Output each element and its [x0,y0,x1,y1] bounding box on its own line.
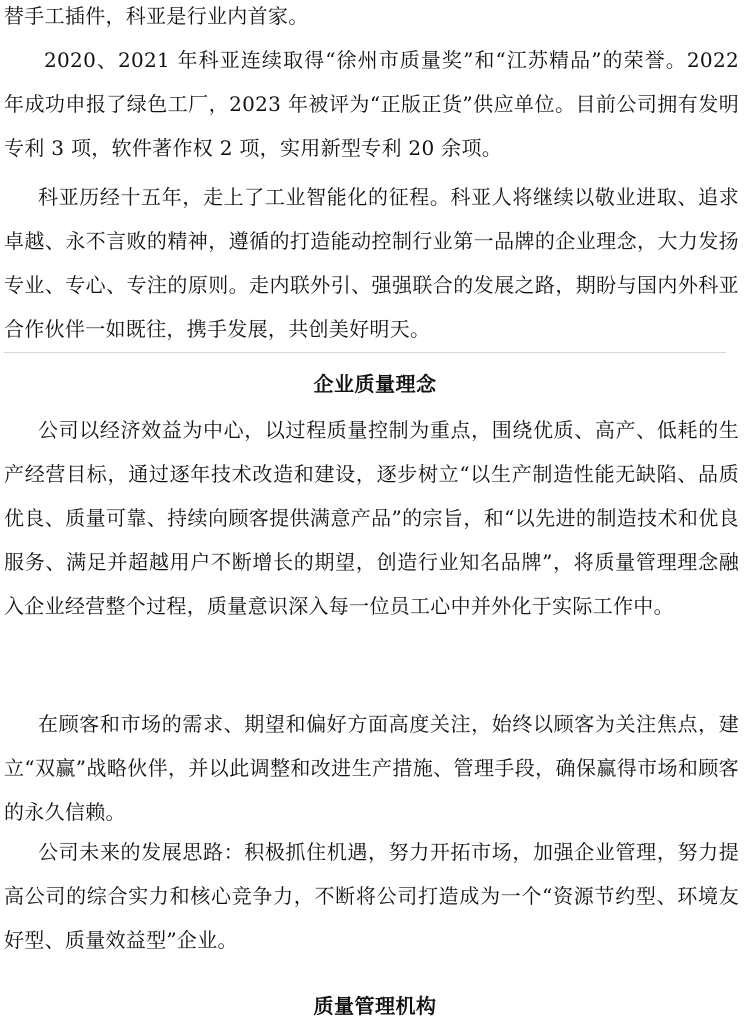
quality-concept-paragraph-1: 公司以经济效益为中心，以过程质量控制为重点，围绕优质、高产、低耗的生产经营目标，通过逐年技术改造和建设，逐步树立“以生产制造性能无缺陷、品质优良、质量可靠、持续向顾客提供满意产品”的宗旨，和“以先进的制造技术和优良服务、满足并超越用户不断增长的期望，创造行业知名品牌”，将质量管理理念融入企业经营整个过程，质量意识深入每一位员工心中并外化于实际工作中。 [4,418,739,618]
section-divider [4,352,726,353]
quality-concept-paragraph-3: 公司未来的发展思路：积极抓住机遇，努力开拓市场，加强企业管理，努力提高公司的综合实力和核心竞争力，不断将公司打造成为一个“资源节约型、环境友好型、质量效益型”企业。 [4,840,739,952]
journey-paragraph: 科亚历经十五年，走上了工业智能化的征程。科亚人将继续以敬业进取、追求卓越、永不言败的精神，遵循的打造能动控制行业第一品牌的企业理念，大力发扬专业、专心、专注的原则。走内联外引、强强联合的发展之路，期盼与国内外科亚合作伙伴一如既往，携手发展，共创美好明天。 [4,185,739,341]
intro-tail-paragraph: 替手工插件，科亚是行业内首家。 [4,4,309,28]
quality-organization-heading: 质量管理机构 [313,994,437,1018]
quality-concept-paragraph-2: 在顾客和市场的需求、期望和偏好方面高度关注，始终以顾客为关注焦点，建立“双赢”战略伙伴，并以此调整和改进生产措施、管理手段，确保赢得市场和顾客的永久信赖。 [4,712,739,824]
honors-paragraph: 2020、2021 年科亚连续取得“徐州市质量奖”和“江苏精品”的荣誉。2022 年成功申报了绿色工厂，2023 年被评为“正版正货”供应单位。目前公司拥有发明专利 3 项，软件著作权 2 项，实用新型专利 20 余项。 [4,48,739,160]
quality-concept-heading: 企业质量理念 [313,372,437,396]
